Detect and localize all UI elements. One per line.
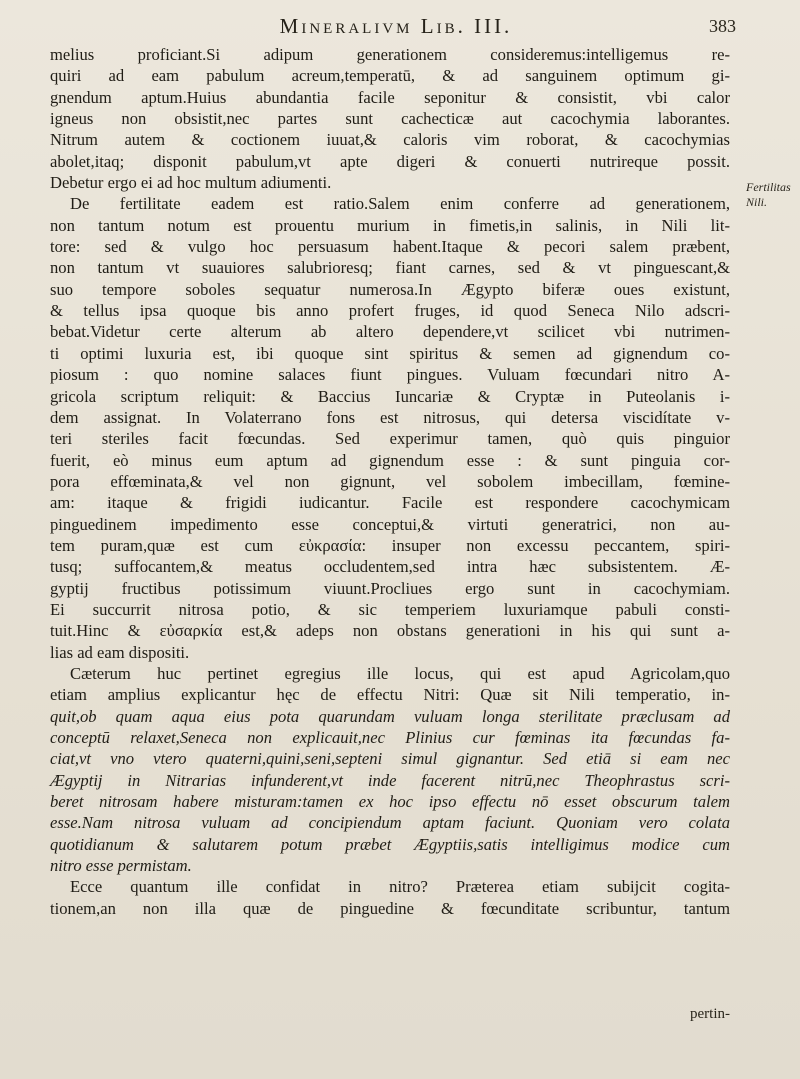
text-line: bebat.Videtur certe alterum ab altero dependere,vt scilicet vbi nutrimen-	[50, 322, 730, 342]
text-line: beret nitrosam habere misturam:tamen ex hoc ipso effectu nō esset obscurum talem	[50, 792, 730, 812]
text-line: teri steriles facit fœcundas. Sed experimur tamen, quò quis pinguior	[50, 429, 730, 449]
text-line: tem puram,quæ est cum εὐκρασία: insuper non excessu peccantem, spiri-	[50, 535, 730, 555]
text-line: quiri ad eam pabulum acreum,temperatū, & ad sanguinem optimum gi-	[50, 66, 730, 86]
catchword-line	[50, 1006, 730, 1028]
text-line: esse.Nam nitrosa vuluam ad concipiendum aptam faciunt. Quoniam vero colata	[50, 813, 730, 833]
margin-note-nili: Nili.	[746, 195, 768, 209]
page-header	[96, 10, 736, 40]
text-line: Ecce quantum ille confidat in nitro? Præterea etiam subijcit cogita-	[70, 877, 730, 897]
text-line: Debetur ergo ei ad hoc multum adiumenti.	[50, 173, 332, 193]
text-line: ciat,vt vno vtero quaterni,quini,seni,septeni simul gignantur. Sed etiā si eam nec	[50, 749, 730, 769]
text-line: ti optimi luxuria est, ibi quoque sint spiritus & semen ad gignendum co-	[50, 343, 730, 363]
text-line: tuit.Hinc & εὐσαρκία est,& adeps non obstans generationi in his qui sunt a-	[50, 621, 730, 641]
text-line: igneus non obsistit,nec partes sunt cachecticæ aut cacochymia laborantes.	[50, 109, 730, 129]
margin-note-fertilitas: Fertilitas	[746, 180, 791, 194]
text-line: tionem,an non illa quæ de pinguedine & fœcunditate scribuntur, tantum	[50, 898, 730, 918]
text-line: quit,ob quam aqua eius pota quarundam vuluam longa sterilitate præclusam ad	[50, 706, 730, 726]
text-line: melius proficiant.Si adipum generationem consideremus:intelligemus re-	[50, 45, 730, 64]
text-line: dem assignat. In Volaterrano fons est nitrosus, qui detersa viscidítate v-	[50, 407, 730, 427]
text-line: am: itaque & frigidi iudicantur. Facile est respondere cacochymicam	[50, 493, 730, 513]
text-line: abolet,itaq; disponit pabulum,vt apte digeri & conuerti nutrireque possit.	[50, 151, 730, 171]
text-line: suo tempore soboles sequatur numerosa.In Ægypto biferæ oues existunt,	[50, 279, 730, 299]
text-line: gnendum aptum.Huius abundantia facile seponitur & consistit, vbi calor	[50, 87, 730, 107]
text-line: Ægyptij in Nitrarias infunderent,vt inde facerent nitrū,nec Theophrastus scri-	[50, 770, 730, 790]
text-line: gricola scriptum reliquit: & Baccius Iuncariæ & Cryptæ in Puteolanis i-	[50, 386, 730, 406]
text-line: non tantum vt suauiores salubrioresq; fiant carnes, sed & vt pinguescant,&	[50, 258, 730, 278]
text-line: lias ad eam dispositi.	[50, 642, 190, 662]
text-line: tusq; suffocantem,& meatus occludentem,sed intra hæc subsistentem. Æ-	[50, 557, 730, 577]
text-line: De fertilitate eadem est ratio.Salem enim conferre ad generationem,	[70, 194, 730, 214]
text-line: tore: sed & vulgo hoc persuasum habent.Itaque & pecori salem præbent,	[50, 237, 730, 257]
text-line: gyptij fructibus potissimum viuunt.Procliues ergo sunt in cacochymiam.	[50, 578, 730, 598]
text-line: pora effœminata,& vel non gignunt, vel sobolem imbecillam, fœmine-	[50, 471, 730, 491]
catchword: pertin-	[690, 1006, 730, 1022]
text-line: & tellus ipsa quoque bis anno profert fruges, id quod Seneca Nilo adscri-	[50, 301, 730, 321]
text-line: non tantum notum est prouentu murium in fimetis,in salinis, in Nili lit-	[50, 215, 730, 235]
text-line: quotidianum & salutarem potum præbet Ægyptiis,satis intelligimus modice cum	[50, 834, 730, 854]
text-line: fuerit, eò minus eum aptum ad gignendum esse : & sunt pinguia cor-	[50, 450, 730, 470]
text-line: Cæterum huc pertinet egregius ille locus, qui est apud Agricolam,quo	[70, 663, 730, 683]
text-line: Ei succurrit nitrosa potio, & sic temperiem luxuriamque pabuli consti-	[50, 599, 730, 619]
body-text	[50, 44, 730, 919]
text-line: conceptū relaxet,Seneca non explicauit,nec Plinius cur fœminas ita fœcundas fa-	[50, 728, 730, 747]
text-line: Nitrum autem & coctionem iuuat,& caloris vim roborat, & cacochymias	[50, 130, 730, 150]
page-number: 383	[709, 16, 736, 36]
text-line: etiam amplius explicantur hęc de effectu Nitri: Quæ sit Nili temperatio, in-	[50, 685, 730, 705]
text-line: nitro esse permistam.	[50, 856, 192, 876]
text-line: pinguedinem impedimento esse conceptui,& virtuti generatrici, non au-	[50, 514, 730, 534]
running-title: Mineralivm Lib. III.	[279, 14, 513, 38]
text-line: piosum : quo nomine salaces fiunt pingues. Vuluam fœcundari nitro A-	[50, 365, 730, 385]
